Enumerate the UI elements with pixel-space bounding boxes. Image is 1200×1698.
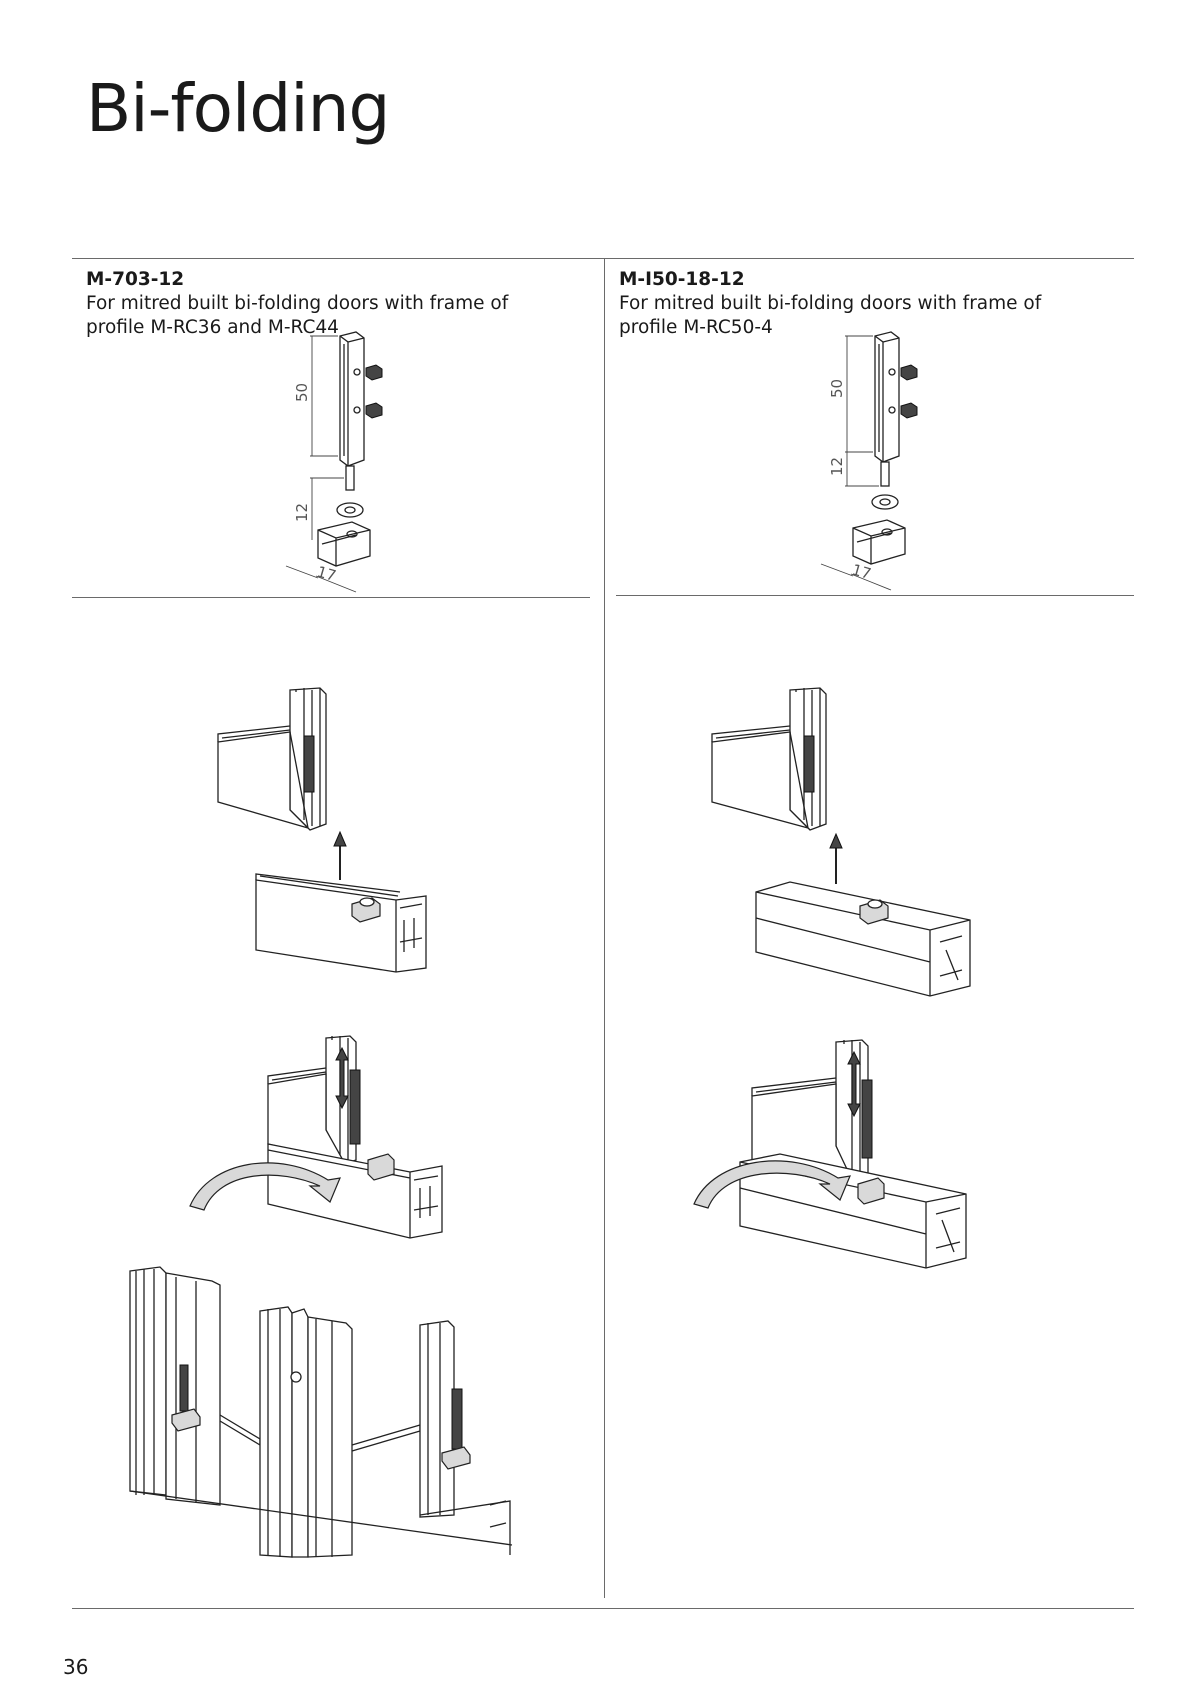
header-divider (72, 258, 1134, 259)
spec-divider-right (616, 595, 1134, 596)
assembly-step-2-right (690, 1030, 990, 1270)
screw-icon (901, 365, 917, 418)
screw-icon (366, 365, 382, 418)
assembly-step-1-right (700, 680, 980, 1010)
product-description: For mitred built bi-folding doors with frame of profile M-RC50-4 (619, 293, 1042, 338)
page-title: Bi-folding (86, 70, 390, 147)
hinge-technical-drawing-left (260, 330, 420, 590)
page-number: 36 (63, 1655, 89, 1679)
assembly-step-1-left (200, 680, 460, 990)
footer-divider (72, 1608, 1134, 1609)
dimension-label-height: 50 (828, 378, 846, 398)
dimension-label-width: 17 (314, 562, 339, 586)
assembly-step-3-left (120, 1265, 560, 1565)
product-description: For mitred built bi-folding doors with frame of profile M-RC36 and M-RC44 (86, 293, 509, 338)
dimension-label-pin: 12 (828, 456, 846, 476)
product-code: M-703-12 (86, 269, 185, 290)
hinge-technical-drawing-right (795, 330, 955, 590)
spec-divider-left (72, 597, 590, 598)
dimension-label-pin: 12 (293, 502, 311, 522)
assembly-step-2-left (180, 1010, 460, 1240)
dimension-label-width: 17 (849, 560, 874, 584)
product-code: M-I50-18-12 (619, 269, 745, 290)
column-divider (604, 258, 605, 1598)
dimension-label-height: 50 (293, 382, 311, 402)
